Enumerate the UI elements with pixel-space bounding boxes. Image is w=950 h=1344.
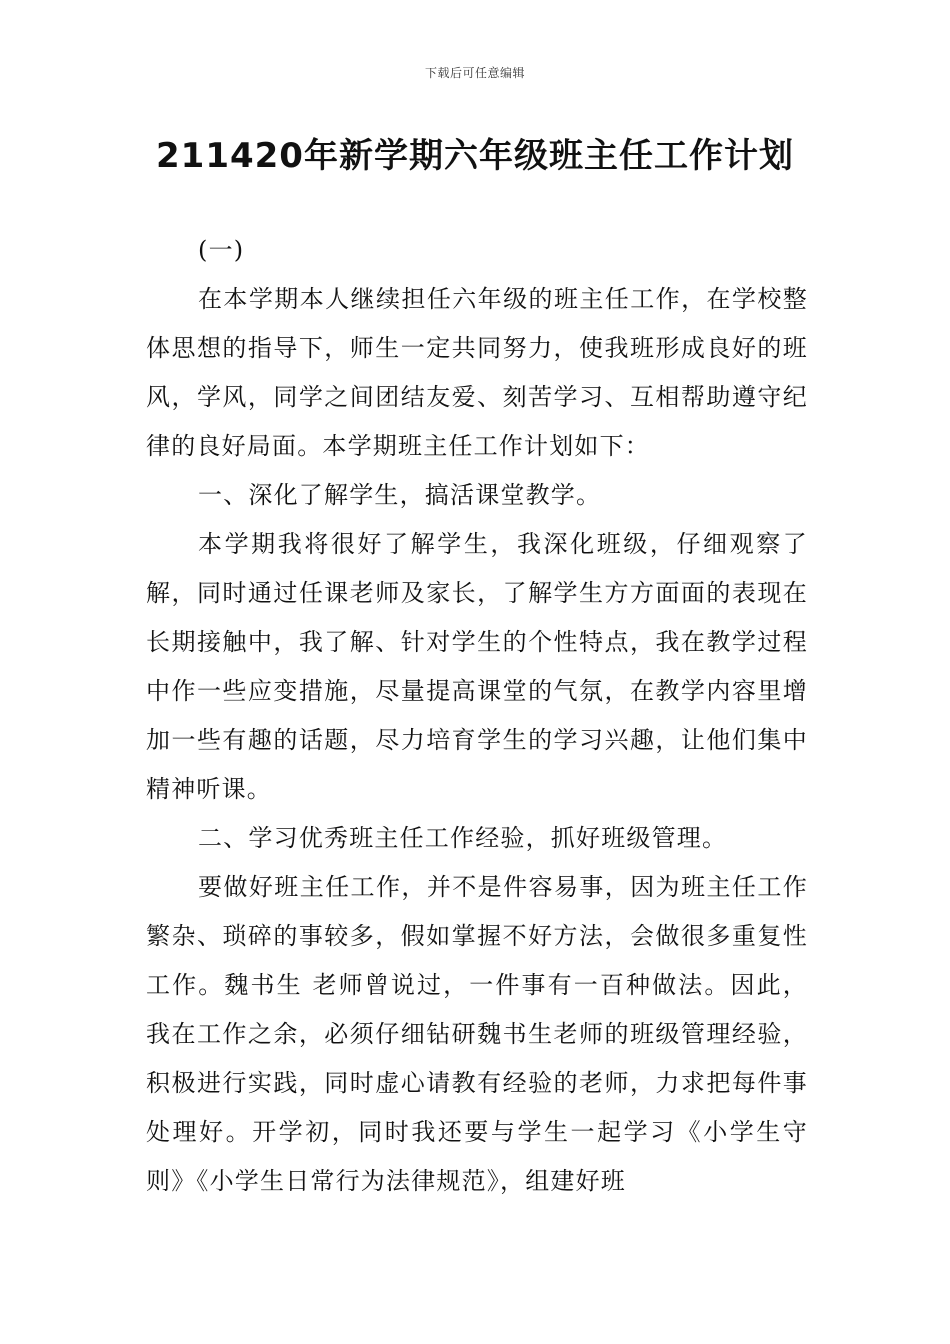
section-2-paragraph: 要做好班主任工作，并不是件容易事，因为班主任工作繁杂、琐碎的事较多，假如掌握不好方法，会做很多重复性工作。魏书生 老师曾说过，一件事有一百种做法。因此，我在工作之余，必须仔细钻研魏书生老师的班级管理经验，积极进行实践，同时虚心请教有经验的老师，力求把每件事处理好。开学初，同时我还要与学生一起学习《小学生守则》《小学生日常行为法律规范》，组建好班 bbox=[146, 873, 808, 1195]
intro-paragraph: 在本学期本人继续担任六年级的班主任工作，在学校整体思想的指导下，师生一定共同努力，使我班形成良好的班风，学风，同学之间团结友爱、刻苦学习、互相帮助遵守纪律的良好局面。本学期班主任工作计划如下： bbox=[146, 285, 808, 460]
document-body bbox=[146, 226, 808, 1206]
section-heading-1: 一、深化了解学生，搞活课堂教学。 bbox=[198, 481, 602, 509]
section-heading-2: 二、学习优秀班主任工作经验，抓好班级管理。 bbox=[198, 824, 728, 852]
section-marker: (一) bbox=[198, 236, 245, 264]
section-1-paragraph: 本学期我将很好了解学生，我深化班级，仔细观察了解，同时通过任课老师及家长，了解学生方方面面的表现在长期接触中，我了解、针对学生的个性特点，我在教学过程中作一些应变措施，尽量提高课堂的气氛，在教学内容里增加一些有趣的话题，尽力培育学生的学习兴趣，让他们集中精神听课。 bbox=[146, 530, 808, 803]
document-title: 211420年新学期六年级班主任工作计划 bbox=[156, 136, 794, 176]
header-note: 下载后可任意编辑 bbox=[424, 66, 525, 80]
